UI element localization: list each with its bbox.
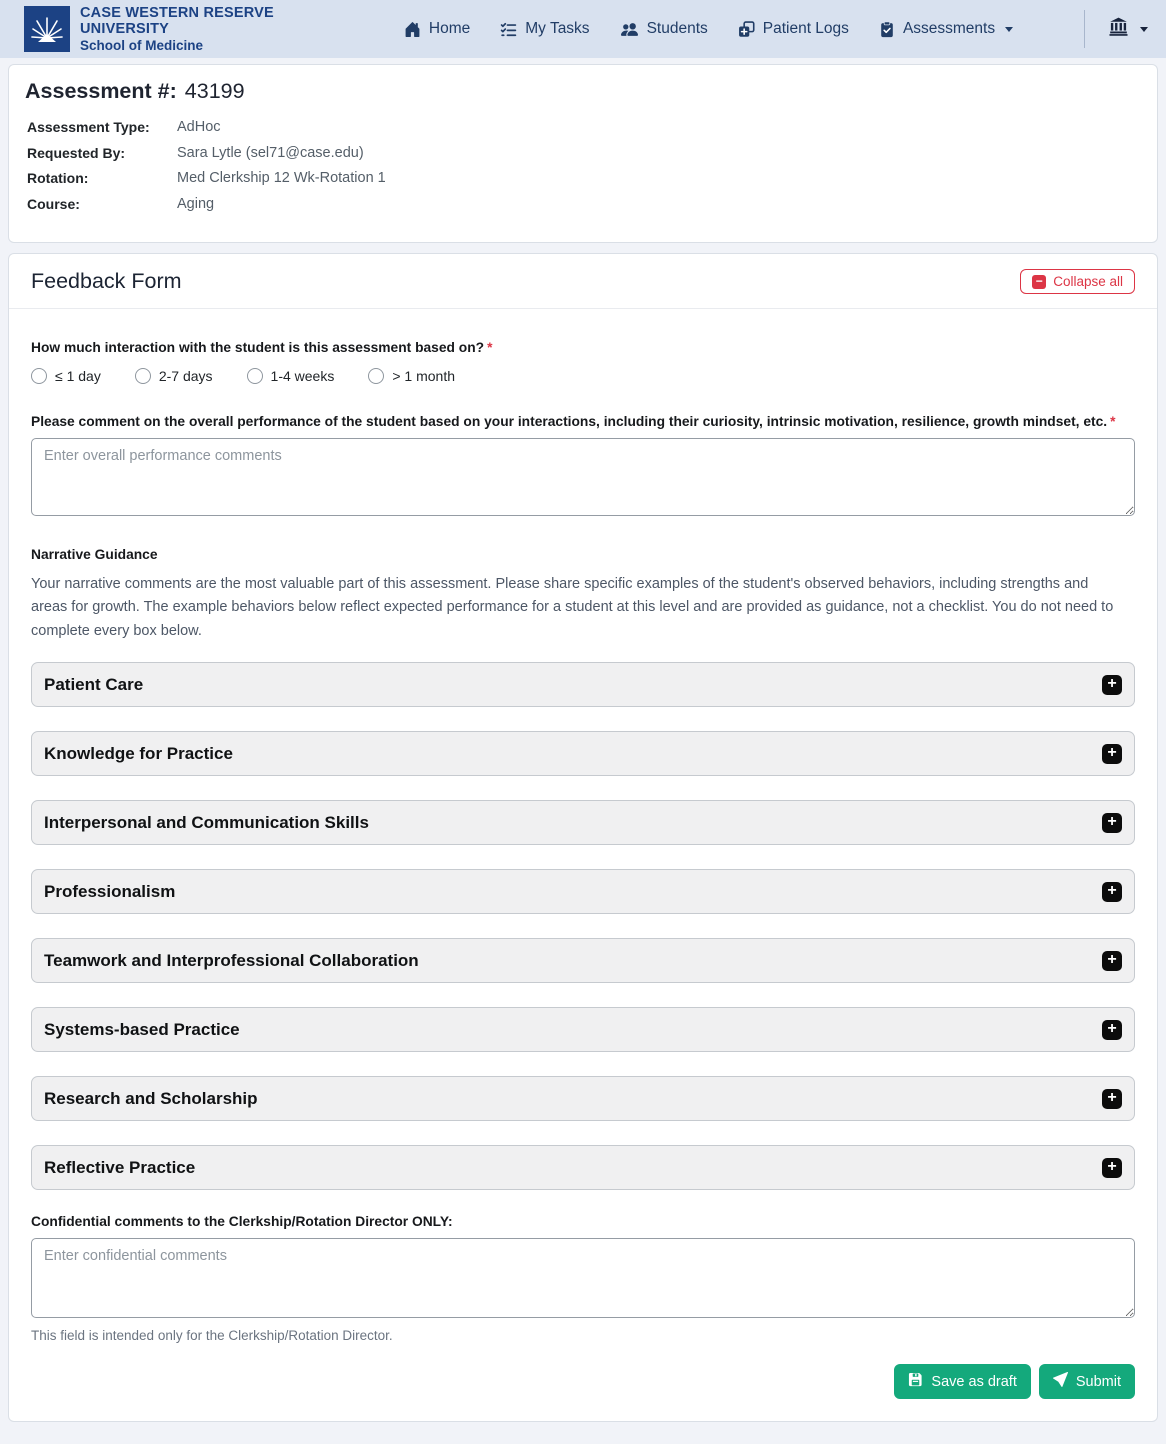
students-icon (620, 21, 639, 38)
nav-links (404, 20, 1084, 38)
home-icon (404, 21, 421, 38)
interaction-radio-group (31, 368, 1135, 384)
brand-line1: CASE WESTERN RESERVE (80, 5, 274, 22)
save-icon (908, 1372, 923, 1391)
info-row-rotation (27, 169, 1141, 187)
accordion-title: Teamwork and Interprofessional Collaboration (44, 950, 419, 970)
institution-icon (1109, 17, 1128, 41)
collapse-all-label: Collapse all (1053, 274, 1123, 289)
field-value: Med Clerkship 12 Wk-Rotation 1 (177, 170, 386, 186)
nav-item-assessments[interactable] (879, 20, 1013, 38)
collapse-all-button[interactable] (1020, 269, 1135, 294)
page-title: Feedback Form (31, 269, 182, 293)
confidential-comments-label: Confidential comments to the Clerkship/Rotation Director ONLY: (31, 1214, 453, 1230)
assessment-number-label: Assessment #: (25, 79, 177, 103)
overall-comment-text: Please comment on the overall performance of the student based on your interactions, including their curiosity, intrinsic motivation, resilience, growth mindset, etc. (31, 414, 1108, 429)
feedback-form-card (8, 253, 1158, 1422)
narrative-guidance-heading: Narrative Guidance (31, 547, 158, 562)
expand-plus-icon[interactable]: + (1102, 1020, 1122, 1040)
expand-plus-icon[interactable]: + (1102, 744, 1122, 764)
nav-item-patient-logs[interactable] (738, 20, 849, 38)
accordion-interpersonal-communication[interactable] (31, 800, 1135, 845)
radio-label: ≤ 1 day (55, 368, 101, 384)
nav-right (1084, 10, 1148, 48)
assessment-number-title (25, 79, 1141, 104)
nav-item-my-tasks[interactable] (500, 20, 589, 38)
form-header (9, 254, 1157, 309)
accordion-title: Reflective Practice (44, 1157, 196, 1177)
accordion-title: Interpersonal and Communication Skills (44, 812, 369, 832)
interaction-question-label (31, 340, 1135, 355)
account-menu[interactable] (1109, 17, 1148, 41)
field-label: Course: (27, 195, 80, 212)
field-value: Aging (177, 195, 215, 212)
tasks-icon (500, 21, 517, 38)
nav-item-students[interactable] (620, 20, 708, 38)
accordion-research-scholarship[interactable] (31, 1076, 1135, 1121)
field-label: Rotation: (27, 170, 89, 186)
accordion-title: Patient Care (44, 674, 144, 694)
patient-logs-icon (738, 21, 755, 38)
overall-comment-label (31, 414, 1135, 429)
expand-plus-icon[interactable]: + (1102, 1158, 1122, 1178)
chevron-down-icon (1140, 27, 1148, 32)
save-draft-button[interactable] (894, 1364, 1030, 1399)
radio-option-1-month[interactable] (368, 368, 455, 384)
radio-label: 1-4 weeks (270, 368, 335, 384)
confidential-comments-textarea[interactable] (31, 1238, 1135, 1318)
info-row-course (27, 195, 1141, 213)
field-value: AdHoc (177, 119, 221, 135)
radio-label: 2-7 days (158, 368, 213, 384)
nav-label-patient-logs: Patient Logs (762, 20, 849, 37)
info-row-requested-by (27, 144, 1141, 162)
radio-circle[interactable] (31, 368, 47, 384)
accordion-title: Knowledge for Practice (44, 743, 233, 763)
radio-circle[interactable] (135, 368, 151, 384)
nav-label-home: Home (428, 20, 471, 37)
save-draft-label: Save as draft (931, 1373, 1017, 1390)
assessment-info-card (8, 64, 1158, 243)
field-value: Sara Lytle (sel71@case.edu) (177, 144, 364, 161)
required-asterisk: * (487, 340, 493, 355)
accordion-teamwork[interactable] (31, 938, 1135, 983)
send-icon (1053, 1372, 1068, 1391)
expand-plus-icon[interactable]: + (1102, 813, 1122, 833)
submit-label: Submit (1075, 1373, 1121, 1390)
accordion-title: Systems-based Practice (44, 1019, 240, 1039)
field-label: Assessment Type: (27, 119, 150, 135)
submit-button[interactable] (1039, 1364, 1135, 1399)
brand-line3: School of Medicine (80, 37, 204, 53)
confidential-help-text: This field is intended only for the Clerkship/Rotation Director. (31, 1328, 393, 1344)
overall-comments-textarea[interactable] (31, 438, 1135, 516)
radio-label: > 1 month (392, 368, 455, 384)
brand[interactable] (24, 5, 274, 53)
nav-label-my-tasks: My Tasks (525, 20, 590, 37)
nav-label-students: Students (646, 20, 708, 37)
form-actions (31, 1364, 1135, 1399)
confidential-comments-block (31, 1214, 1135, 1343)
accordion-knowledge-for-practice[interactable] (31, 731, 1135, 776)
radio-option-1-4-weeks[interactable] (247, 368, 335, 384)
brand-text (80, 5, 274, 53)
radio-option-1-day[interactable] (31, 368, 101, 384)
assessment-number-value: 43199 (184, 79, 245, 103)
field-label: Requested By: (27, 144, 126, 161)
nav-item-home[interactable] (404, 20, 470, 38)
accordion-professionalism[interactable] (31, 869, 1135, 914)
narrative-guidance-text: Your narrative comments are the most valuable part of this assessment. Please share specific examples of the student's observed behaviors, including strengths and areas for growth. The example behaviors below reflect expected performance for a student at this level and are provided as guidance, not a checklist. You do not need to complete every box below. (31, 576, 1114, 639)
radio-option-2-7-days[interactable] (135, 368, 213, 384)
accordion-title: Professionalism (44, 881, 176, 901)
interaction-question-text: How much interaction with the student is this assessment based on? (31, 340, 485, 355)
required-asterisk: * (1110, 414, 1116, 429)
radio-circle[interactable] (368, 368, 384, 384)
chevron-down-icon (1005, 27, 1013, 32)
expand-plus-icon[interactable]: + (1102, 951, 1122, 971)
expand-plus-icon[interactable]: + (1102, 675, 1122, 695)
assessments-icon (879, 21, 895, 38)
top-navbar (0, 0, 1166, 58)
collapse-minus-icon: − (1032, 275, 1046, 289)
accordion-patient-care[interactable] (31, 662, 1135, 707)
brand-line2: UNIVERSITY (80, 21, 170, 38)
expand-plus-icon[interactable]: + (1102, 1089, 1122, 1109)
expand-plus-icon[interactable]: + (1102, 882, 1122, 902)
cwru-sunburst-logo-icon (24, 6, 70, 52)
accordion-title: Research and Scholarship (44, 1088, 258, 1108)
info-row-type (27, 118, 1141, 136)
accordion-systems-based-practice[interactable] (31, 1007, 1135, 1052)
radio-circle[interactable] (247, 368, 263, 384)
nav-label-assessments: Assessments (902, 20, 996, 37)
navbar-divider (1084, 10, 1085, 48)
form-body (9, 309, 1157, 1421)
accordion-reflective-practice[interactable] (31, 1145, 1135, 1190)
